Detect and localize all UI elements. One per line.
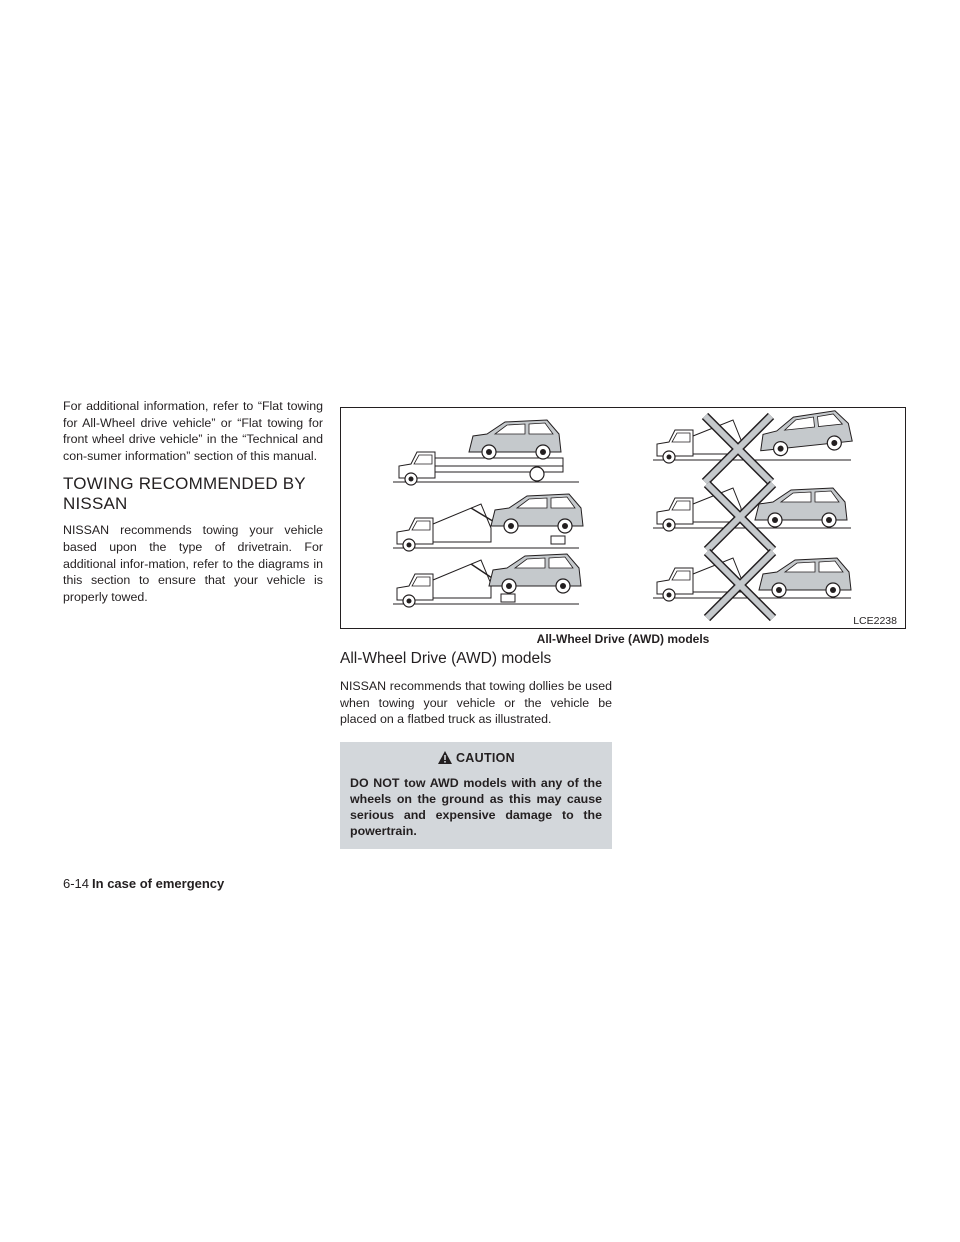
caution-box [340, 742, 612, 849]
caution-title: CAUTION [455, 750, 516, 765]
warning-icon [437, 750, 453, 765]
towing-illustration [341, 408, 907, 630]
caution-header [350, 750, 602, 765]
page-number: 6-14 [63, 876, 90, 891]
figure-caption: All-Wheel Drive (AWD) models [536, 632, 710, 646]
section-heading: TOWING RECOMMENDED BY NISSAN [63, 474, 306, 514]
subsection-paragraph: NISSAN recommends that towing dollies be used when towing your vehicle or the vehicle be placed on a flatbed truck as illustrated. [340, 679, 612, 727]
left-column [63, 398, 323, 605]
figure-code: LCE2238 [853, 615, 897, 627]
subsection-heading: All-Wheel Drive (AWD) models [340, 650, 552, 667]
right-column [340, 650, 612, 849]
footer-section-title: In case of emergency [92, 876, 225, 891]
caution-text: DO NOT tow AWD models with any of the wheels on the ground as this may cause serious and expensive damage to the powertrain. [350, 775, 602, 838]
section-paragraph: NISSAN recommends towing your vehicle based upon the type of drivetrain. For additional infor-mation, refer to the diagrams in this section to ensure that your vehicle is properly towed. [63, 523, 323, 604]
towing-diagram [340, 407, 906, 629]
intro-paragraph: For additional information, refer to “Flat towing for All-Wheel drive vehicle” or “Flat towing for front wheel drive vehicle” in the “Technical and con-sumer information” section of this manual. [63, 399, 323, 463]
page-footer [63, 876, 224, 891]
